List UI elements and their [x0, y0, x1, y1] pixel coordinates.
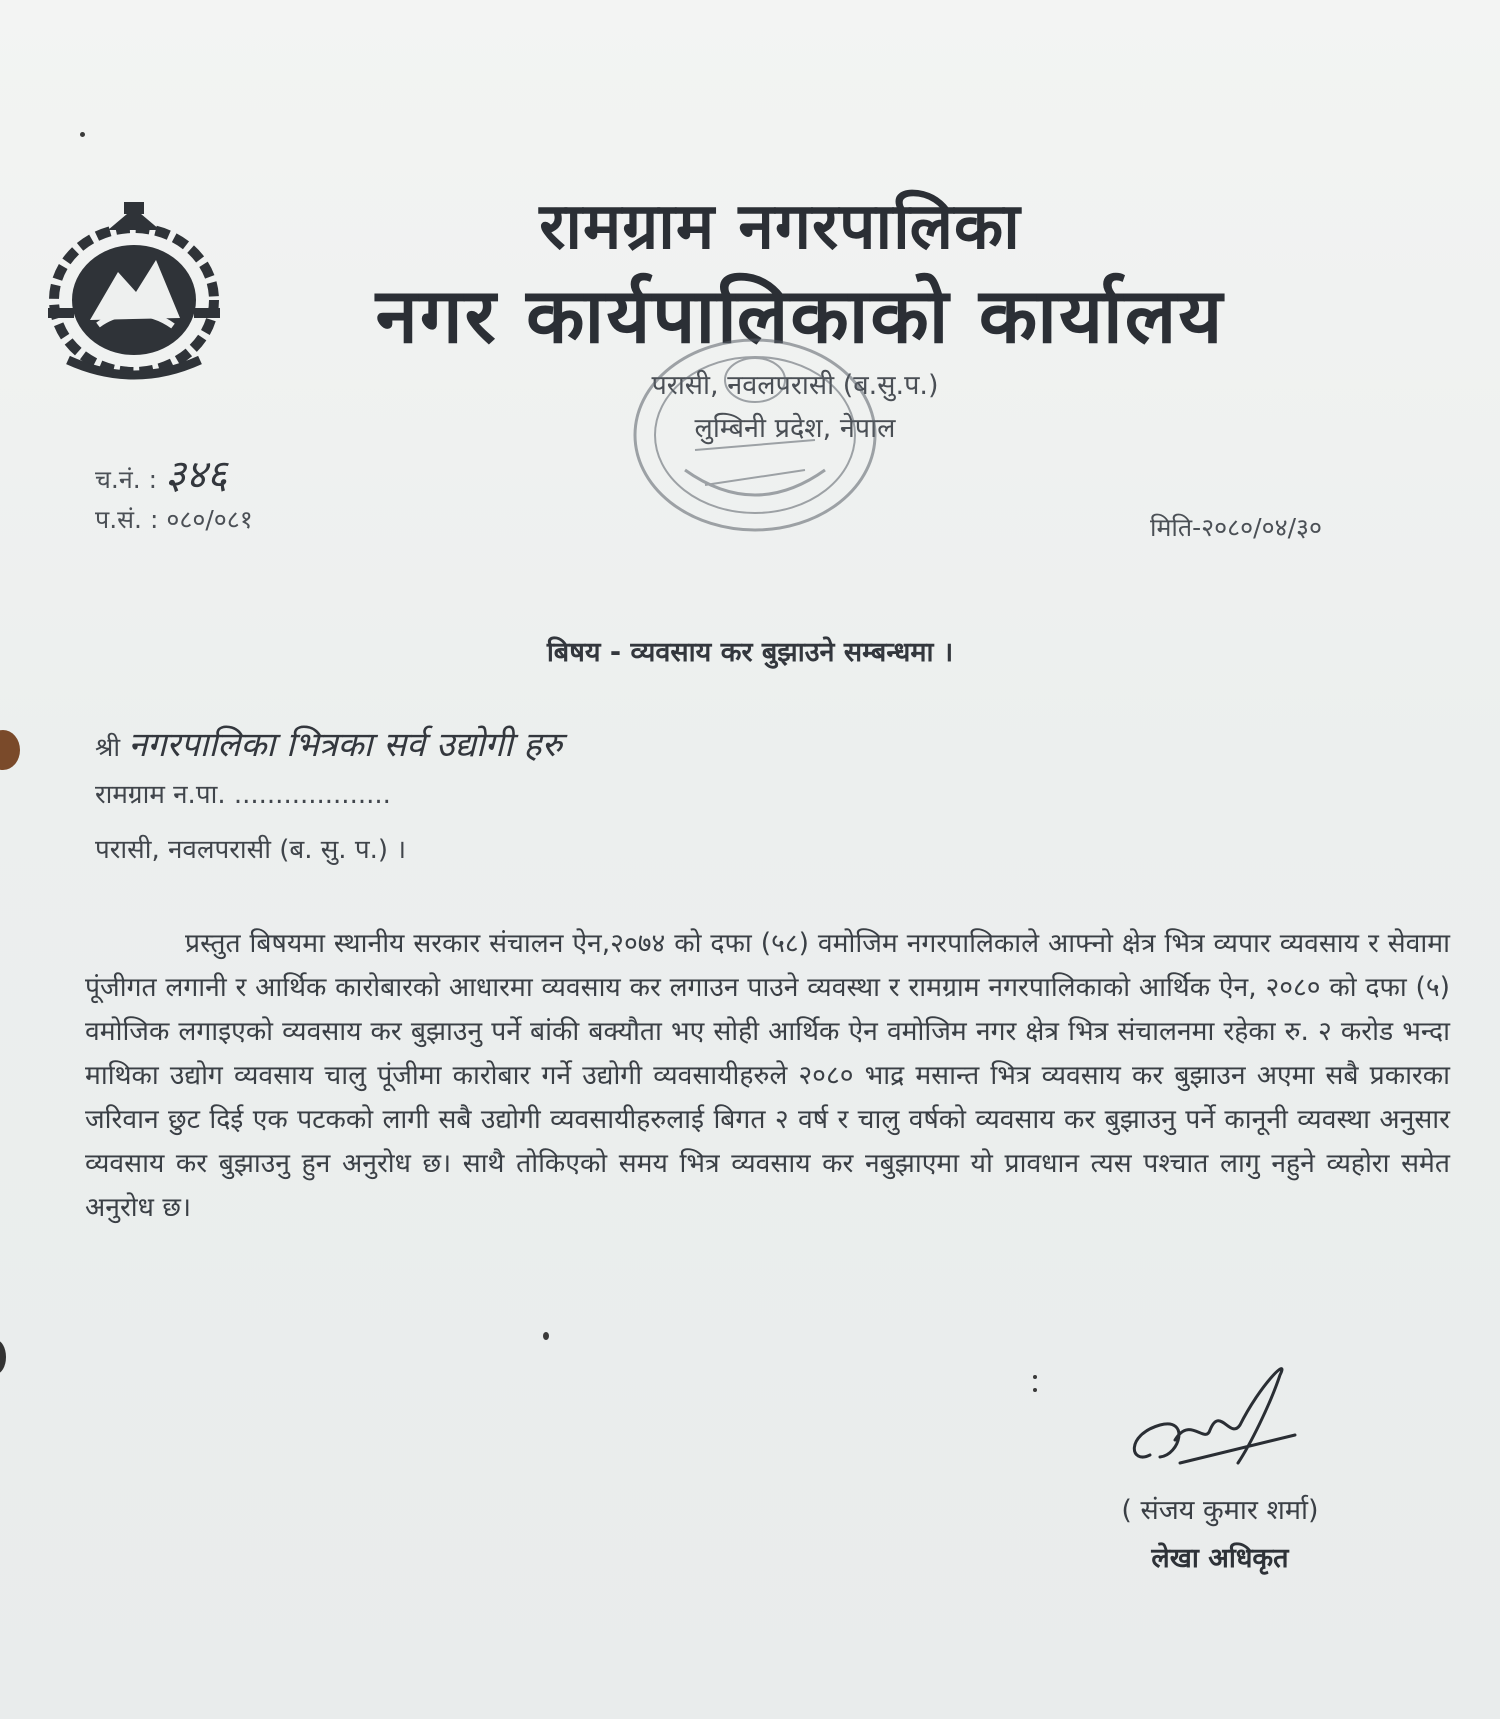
address-line-1: परासी, नवलपरासी (ब.सु.प.) [651, 370, 939, 401]
recipient-municipality: रामग्राम न.पा. [95, 780, 226, 810]
speck [1033, 1388, 1037, 1392]
municipality-name: रामग्राम नगरपालिका [539, 189, 1021, 264]
fiscal-year [95, 502, 253, 536]
recipient-fill-dots: ................... [233, 780, 391, 810]
letter-subject: बिषय - व्यवसाय कर बुझाउने सम्बन्धमा । [546, 637, 954, 668]
date-value: २०८०/०४/३० [1201, 513, 1323, 542]
fiscal-label: प.सं. : [95, 505, 159, 534]
edge-mark [0, 1340, 6, 1374]
letter-date [1150, 510, 1322, 544]
edge-mark [0, 730, 20, 770]
signatory-title: लेखा अधिकृत [1151, 1543, 1289, 1574]
dispatch-number [95, 445, 227, 500]
office-name: नगर कार्यपालिकाको कार्यालय [375, 271, 1225, 360]
fiscal-year-value: ०८०/०८१ [166, 505, 253, 534]
dispatch-label: च.नं. : [95, 465, 158, 494]
signature-icon [1120, 1345, 1320, 1485]
dispatch-number-value: ३४६ [164, 452, 228, 498]
office-stamp-icon [610, 320, 900, 550]
recipient-line-3: परासी, नवलपरासी (ब. सु. प.) । [95, 835, 407, 865]
date-label: मिति- [1150, 513, 1202, 542]
address-line-2: लुम्बिनी प्रदेश, नेपाल [694, 413, 896, 444]
recipient-prefix: श्री [95, 733, 121, 763]
speck [80, 132, 85, 137]
letter-body: प्रस्तुत बिषयमा स्थानीय सरकार संचालन ऐन,२०७४ को दफा (५८) वमोजिम नगरपालिकाले आफ्नो क्षेत्र भित्र व्यपार व्यवसाय र सेवामा पूंजीगत लगानी र आर्थिक कारोबारको आधारमा व्यवसाय कर लगाउन पाउने व्यवस्था र रामग्राम नगरपालिकाको आर्थिक ऐन, २०८० को दफा (५) वमोजिक लगाइएको व्यवसाय कर बुझाउनु पर्ने बांकी बक्यौता भए सोही आर्थिक ऐन वमोजिम नगर क्षेत्र भित्र संचालनमा रहेका रु. २ करोड भन्दा माथिका उद्योग व्यवसाय चालु पूंजीमा कारोबार गर्ने उद्योगी व्यवसायीहरुले २०८० भाद्र मसान्त भित्र व्यवसाय कर बुझाउन अएमा सबै प्रकारका जरिवान छुट दिई एक पटकको लागी सबै उद्योगी व्यवसायीहरुलाई बिगत २ वर्ष र चालु वर्षको व्यवसाय कर बुझाउनु पर्ने कानूनी व्यवस्था अनुसार व्यवसाय कर बुझाउनु हुन अनुरोध छ। साथै तोकिएको समय भित्र व्यवसाय कर नबुझाएमा यो प्रावधान त्यस पश्चात लागु नहुने व्यहोरा समेत अनुरोध छ। [85, 928, 1450, 1223]
recipient-line-1 [95, 720, 562, 766]
recipient-line-2 [95, 775, 391, 811]
speck [1033, 1375, 1037, 1379]
speck [543, 1332, 549, 1340]
signatory-name: ( संजय कुमार शर्मा) [1121, 1495, 1319, 1526]
recipient-name: नगरपालिका भित्रका सर्व उद्योगी हरु [128, 725, 562, 765]
